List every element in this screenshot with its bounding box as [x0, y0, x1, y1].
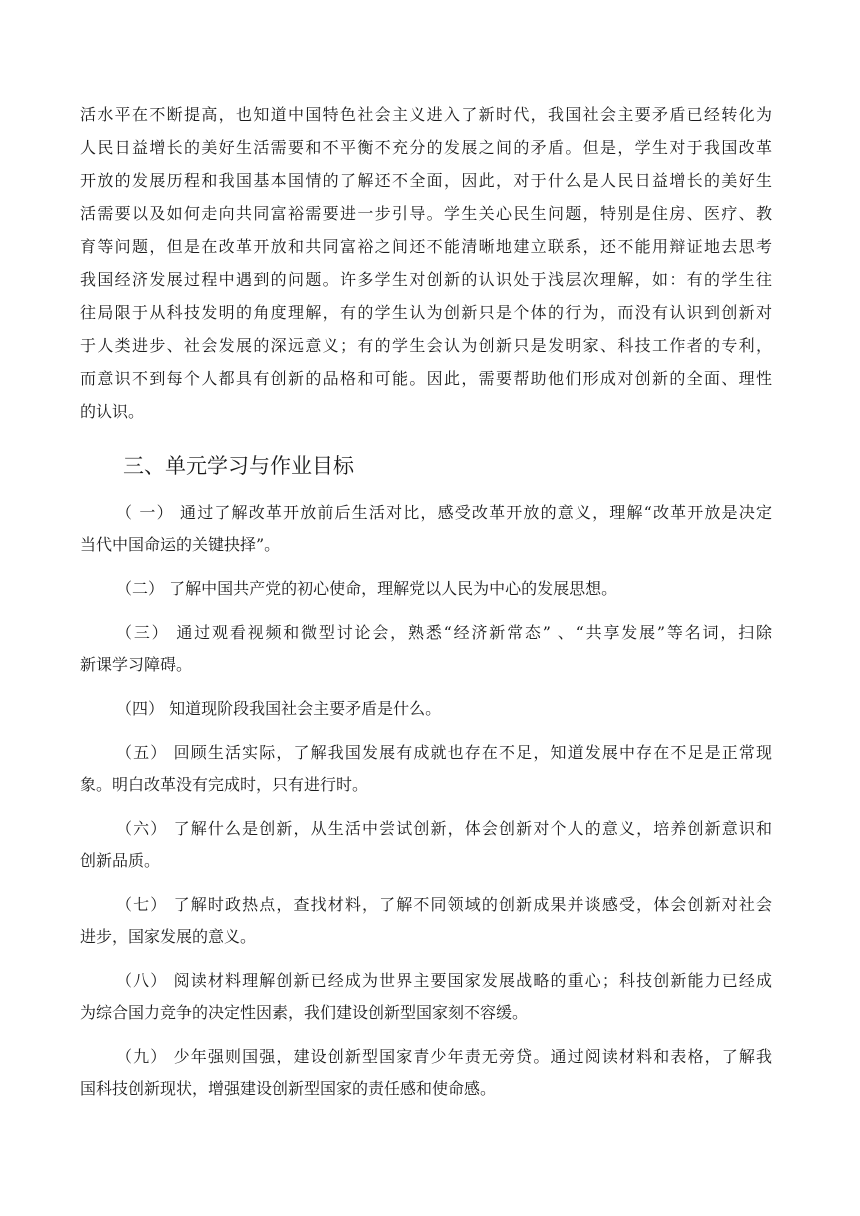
goal-line: 创新品质。 — [80, 851, 161, 870]
intro-line: 于人类进步、社会发展的深远意义；有的学生会认为创新只是发明家、科技工作者的专利， — [80, 336, 772, 355]
goal-line: （四） 知道现阶段我国社会主要矛盾是什么。 — [116, 699, 442, 718]
goal-item-2 — [80, 573, 772, 605]
intro-line: 人民日益增长的美好生活需要和不平衡不充分的发展之间的矛盾。但是，学生对于我国改革 — [80, 138, 772, 157]
goal-line: （八） 阅读材料理解创新已经成为世界主要国家发展战略的重心；科技创新能力已经成 — [116, 971, 772, 990]
document-page — [80, 98, 772, 1117]
goal-line: 新课学习障碍。 — [80, 655, 193, 674]
goal-item-5 — [80, 737, 772, 801]
goal-line: （九） 少年强则国强，建设创新型国家青少年责无旁贷。通过阅读材料和表格，了解我 — [116, 1047, 772, 1066]
intro-line: 我国经济发展过程中遇到的问题。许多学生对创新的认识处于浅层次理解，如：有的学生往 — [80, 270, 772, 289]
section-heading: 三、单元学习与作业目标 — [123, 454, 354, 478]
goal-line: （三） 通过观看视频和微型讨论会，熟悉“经济新常态” 、“共享发展”等名词，扫除 — [116, 623, 772, 642]
goal-item-6 — [80, 813, 772, 877]
goal-line: 进步，国家发展的意义。 — [80, 927, 257, 946]
goal-item-3 — [80, 617, 772, 681]
goal-line: （ 一） 通过了解改革开放前后生活对比，感受改革开放的意义，理解“改革开放是决定 — [116, 503, 772, 522]
goal-item-7 — [80, 889, 772, 953]
goal-line: 国科技创新现状，增强建设创新型国家的责任感和使命感。 — [80, 1079, 497, 1098]
intro-line: 活需要以及如何走向共同富裕需要进一步引导。学生关心民生问题，特别是住房、医疗、教 — [80, 204, 772, 223]
intro-line: 育等问题，但是在改革开放和共同富裕之间还不能清晰地建立联系，还不能用辩证地去思考 — [80, 237, 772, 256]
intro-paragraph — [80, 98, 772, 428]
goal-line: 为综合国力竞争的决定性因素，我们建设创新型国家刻不容缓。 — [80, 1003, 529, 1022]
goal-item-8 — [80, 965, 772, 1029]
goal-line: （七） 了解时政热点，查找材料，了解不同领域的创新成果并谈感受，体会创新对社会 — [116, 895, 772, 914]
intro-line: 的认识。 — [80, 402, 145, 421]
intro-line: 而意识不到每个人都具有创新的品格和可能。因此，需要帮助他们形成对创新的全面、理性 — [80, 369, 772, 388]
intro-line: 开放的发展历程和我国基本国情的了解还不全面，因此，对于什么是人民日益增长的美好生 — [80, 171, 772, 190]
goal-line: （五） 回顾生活实际，了解我国发展有成就也存在不足，知道发展中存在不足是正常现 — [116, 743, 772, 762]
intro-line: 往局限于从科技发明的角度理解，有的学生认为创新只是个体的行为，而没有认识到创新对 — [80, 303, 772, 322]
goal-line: （二） 了解中国共产党的初心使命，理解党以人民为中心的发展思想。 — [116, 579, 618, 598]
goals-list — [80, 497, 772, 1105]
intro-line: 活水平在不断提高，也知道中国特色社会主义进入了新时代，我国社会主要矛盾已经转化为 — [80, 105, 772, 124]
goal-line: 当代中国命运的关键抉择”。 — [80, 535, 281, 554]
goal-line: 象。明白改革没有完成时，只有进行时。 — [80, 775, 369, 794]
goal-item-1 — [80, 497, 772, 561]
goal-line: （六） 了解什么是创新，从生活中尝试创新，体会创新对个人的意义，培养创新意识和 — [116, 819, 772, 838]
goal-item-9 — [80, 1041, 772, 1105]
goal-item-4 — [80, 693, 772, 725]
